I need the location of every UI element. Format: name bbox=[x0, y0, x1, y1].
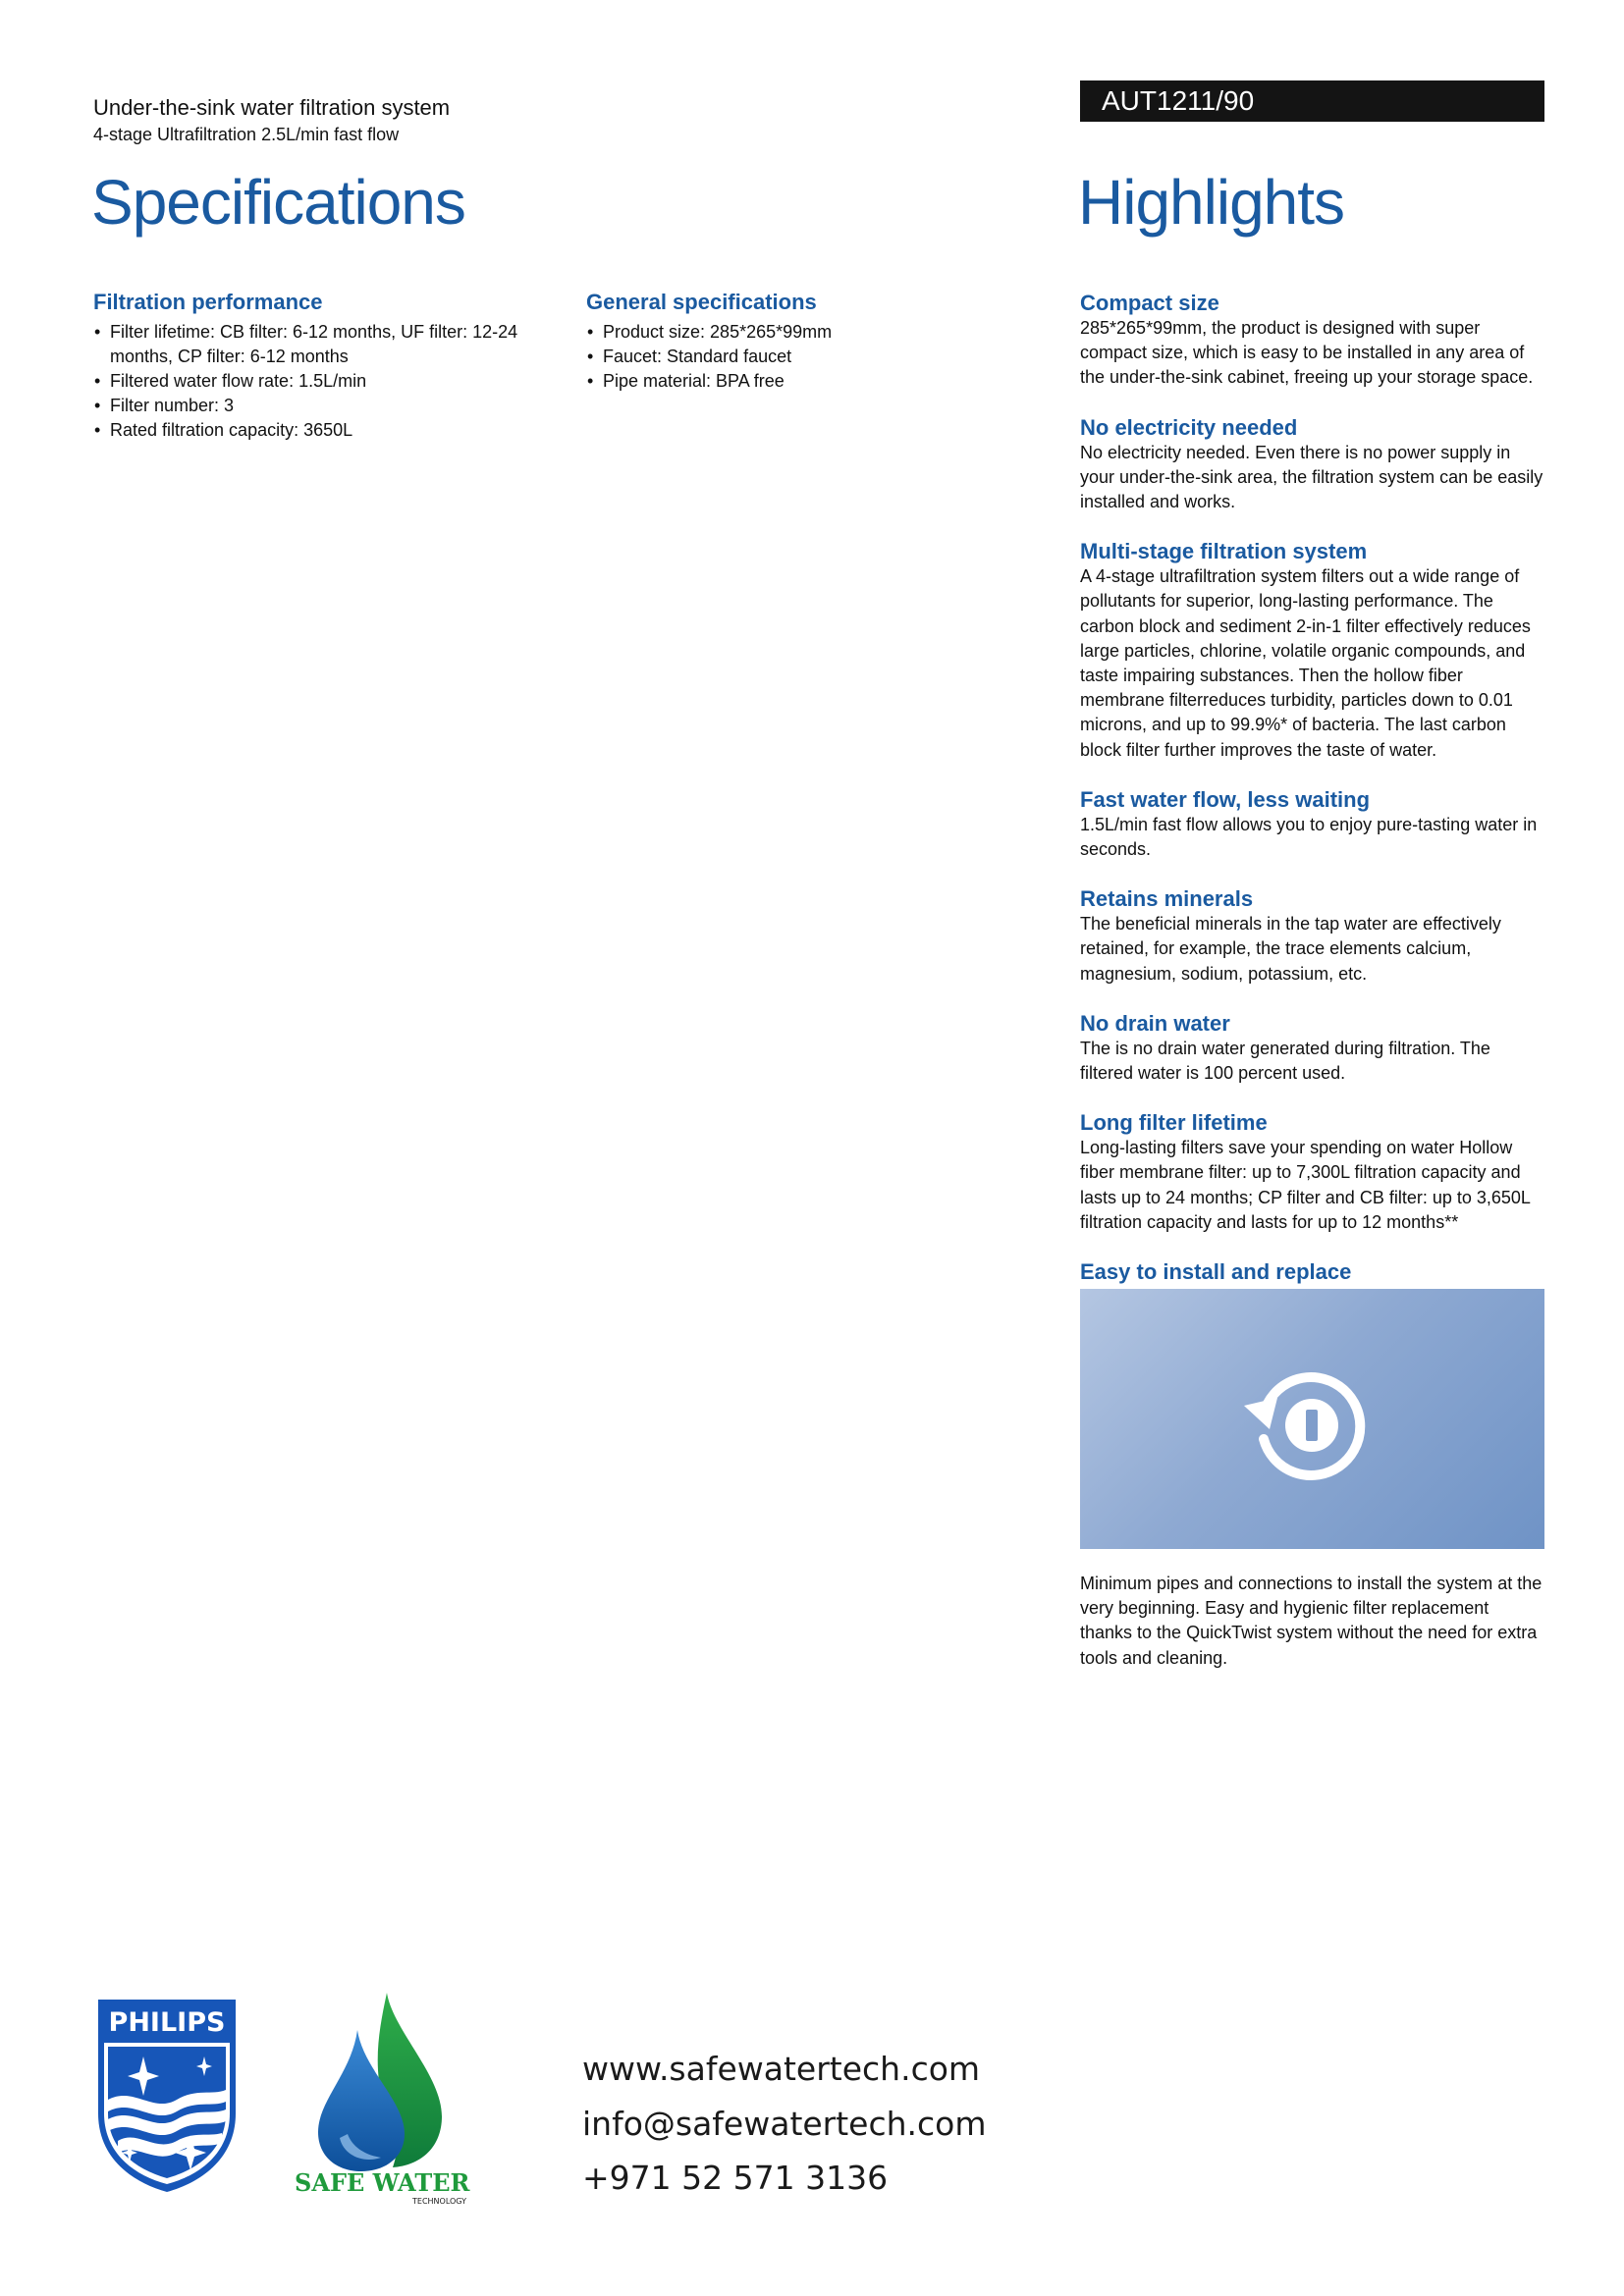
filtration-performance-section bbox=[93, 289, 563, 443]
list-item: • Rated filtration capacity: 3650L bbox=[93, 418, 563, 443]
phone-number[interactable]: +971 52 571 3136 bbox=[582, 2159, 889, 2197]
list-item: • Filter lifetime: CB filter: 6-12 months, UF filter: 12-24 months, CP filter: 6-12 months bbox=[93, 320, 563, 369]
filtration-performance-heading: Filtration performance bbox=[93, 290, 323, 314]
twist-replace-icon bbox=[1238, 1361, 1385, 1486]
filtration-performance-list bbox=[93, 320, 563, 443]
website-link[interactable]: www.safewatertech.com bbox=[582, 2050, 981, 2088]
highlight-text: The is no drain water generated during filtration. The filtered water is 100 percent used. bbox=[1080, 1038, 1490, 1084]
highlight-heading: Fast water flow, less waiting bbox=[1080, 786, 1371, 812]
highlights-column bbox=[1080, 291, 1544, 1688]
highlights-title: Highlights bbox=[1078, 167, 1345, 238]
highlight-heading: No electricity needed bbox=[1080, 414, 1298, 440]
specifications-title: Specifications bbox=[91, 167, 465, 238]
highlight-text: Long-lasting filters save your spending on water Hollow fiber membrane filter: up to 7,300L filtration capacity and lasts up to 24 months; CP filter and CB filter: up to 3,650L filtration capacity and lasts for up to 12 months** bbox=[1080, 1138, 1531, 1232]
highlight-heading: Easy to install and replace bbox=[1080, 1259, 1352, 1285]
highlight-retains-minerals bbox=[1080, 886, 1544, 987]
list-item: • Filtered water flow rate: 1.5L/min bbox=[93, 369, 563, 394]
safewater-logo bbox=[285, 1991, 491, 2207]
highlight-multi-stage bbox=[1080, 539, 1544, 763]
highlight-compact-size bbox=[1080, 291, 1544, 391]
install-illustration bbox=[1080, 1289, 1544, 1549]
highlight-text: 285*265*99mm, the product is designed with super compact size, which is easy to be installed in any area of the under-the-sink cabinet, freeing up your storage space. bbox=[1080, 318, 1534, 388]
highlight-heading: Multi-stage filtration system bbox=[1080, 539, 1368, 564]
general-specifications-section bbox=[586, 289, 1018, 394]
highlight-heading: Retains minerals bbox=[1080, 886, 1254, 912]
model-number-bar: AUT1211/90 bbox=[1080, 80, 1544, 122]
philips-logo bbox=[94, 1996, 240, 2195]
list-item: • Filter number: 3 bbox=[93, 394, 563, 418]
highlight-heading: No drain water bbox=[1080, 1010, 1230, 1036]
list-item: • Product size: 285*265*99mm bbox=[586, 320, 1018, 345]
safewater-logo-subtext: TECHNOLOGY bbox=[412, 2197, 466, 2206]
highlight-fast-flow bbox=[1080, 787, 1544, 862]
email-link[interactable]: info@safewatertech.com bbox=[582, 2105, 987, 2143]
highlight-text: No electricity needed. Even there is no power supply in your under-the-sink area, the filtration system can be easily installed and works. bbox=[1080, 442, 1543, 512]
highlight-heading: Compact size bbox=[1080, 291, 1219, 315]
list-item: • Faucet: Standard faucet bbox=[586, 345, 1018, 369]
highlight-no-drain-water bbox=[1080, 1011, 1544, 1086]
highlight-text: The beneficial minerals in the tap water are effectively retained, for example, the trace elements calcium, magnesium, sodium, potassium, etc. bbox=[1080, 914, 1501, 984]
highlight-text: 1.5L/min fast flow allows you to enjoy pure-tasting water in seconds. bbox=[1080, 814, 1538, 860]
general-specifications-heading: General specifications bbox=[586, 290, 817, 314]
general-specifications-list bbox=[586, 320, 1018, 394]
highlight-long-filter-lifetime bbox=[1080, 1110, 1544, 1235]
product-subtitle: 4-stage Ultrafiltration 2.5L/min fast flow bbox=[93, 125, 400, 144]
highlight-no-electricity bbox=[1080, 415, 1544, 515]
safewater-logo-text: SAFE WATER bbox=[295, 2168, 470, 2197]
highlight-heading: Long filter lifetime bbox=[1080, 1110, 1268, 1136]
highlight-text: A 4-stage ultrafiltration system filters out a wide range of pollutants for superior, long-lasting performance. The carbon block and sediment 2-in-1 filter effectively reduces large particles, chlorine, volatile organic compounds, and taste impairing substances. Then the hollow fiber membrane filterreduces turbidity, particles down to 0.01 microns, and up to 99.9%* of bacteria. The last carbon block filter further improves the taste of water. bbox=[1080, 566, 1531, 760]
highlight-easy-install bbox=[1080, 1259, 1544, 1671]
list-item: • Pipe material: BPA free bbox=[586, 369, 1018, 394]
product-title: Under-the-sink water filtration system bbox=[93, 95, 451, 120]
install-description: Minimum pipes and connections to install the system at the very beginning. Easy and hygienic filter replacement thanks to the QuickTwist system without the need for extra tools and cleaning. bbox=[1080, 1574, 1543, 1668]
philips-logo-text: PHILIPS bbox=[108, 2007, 226, 2038]
